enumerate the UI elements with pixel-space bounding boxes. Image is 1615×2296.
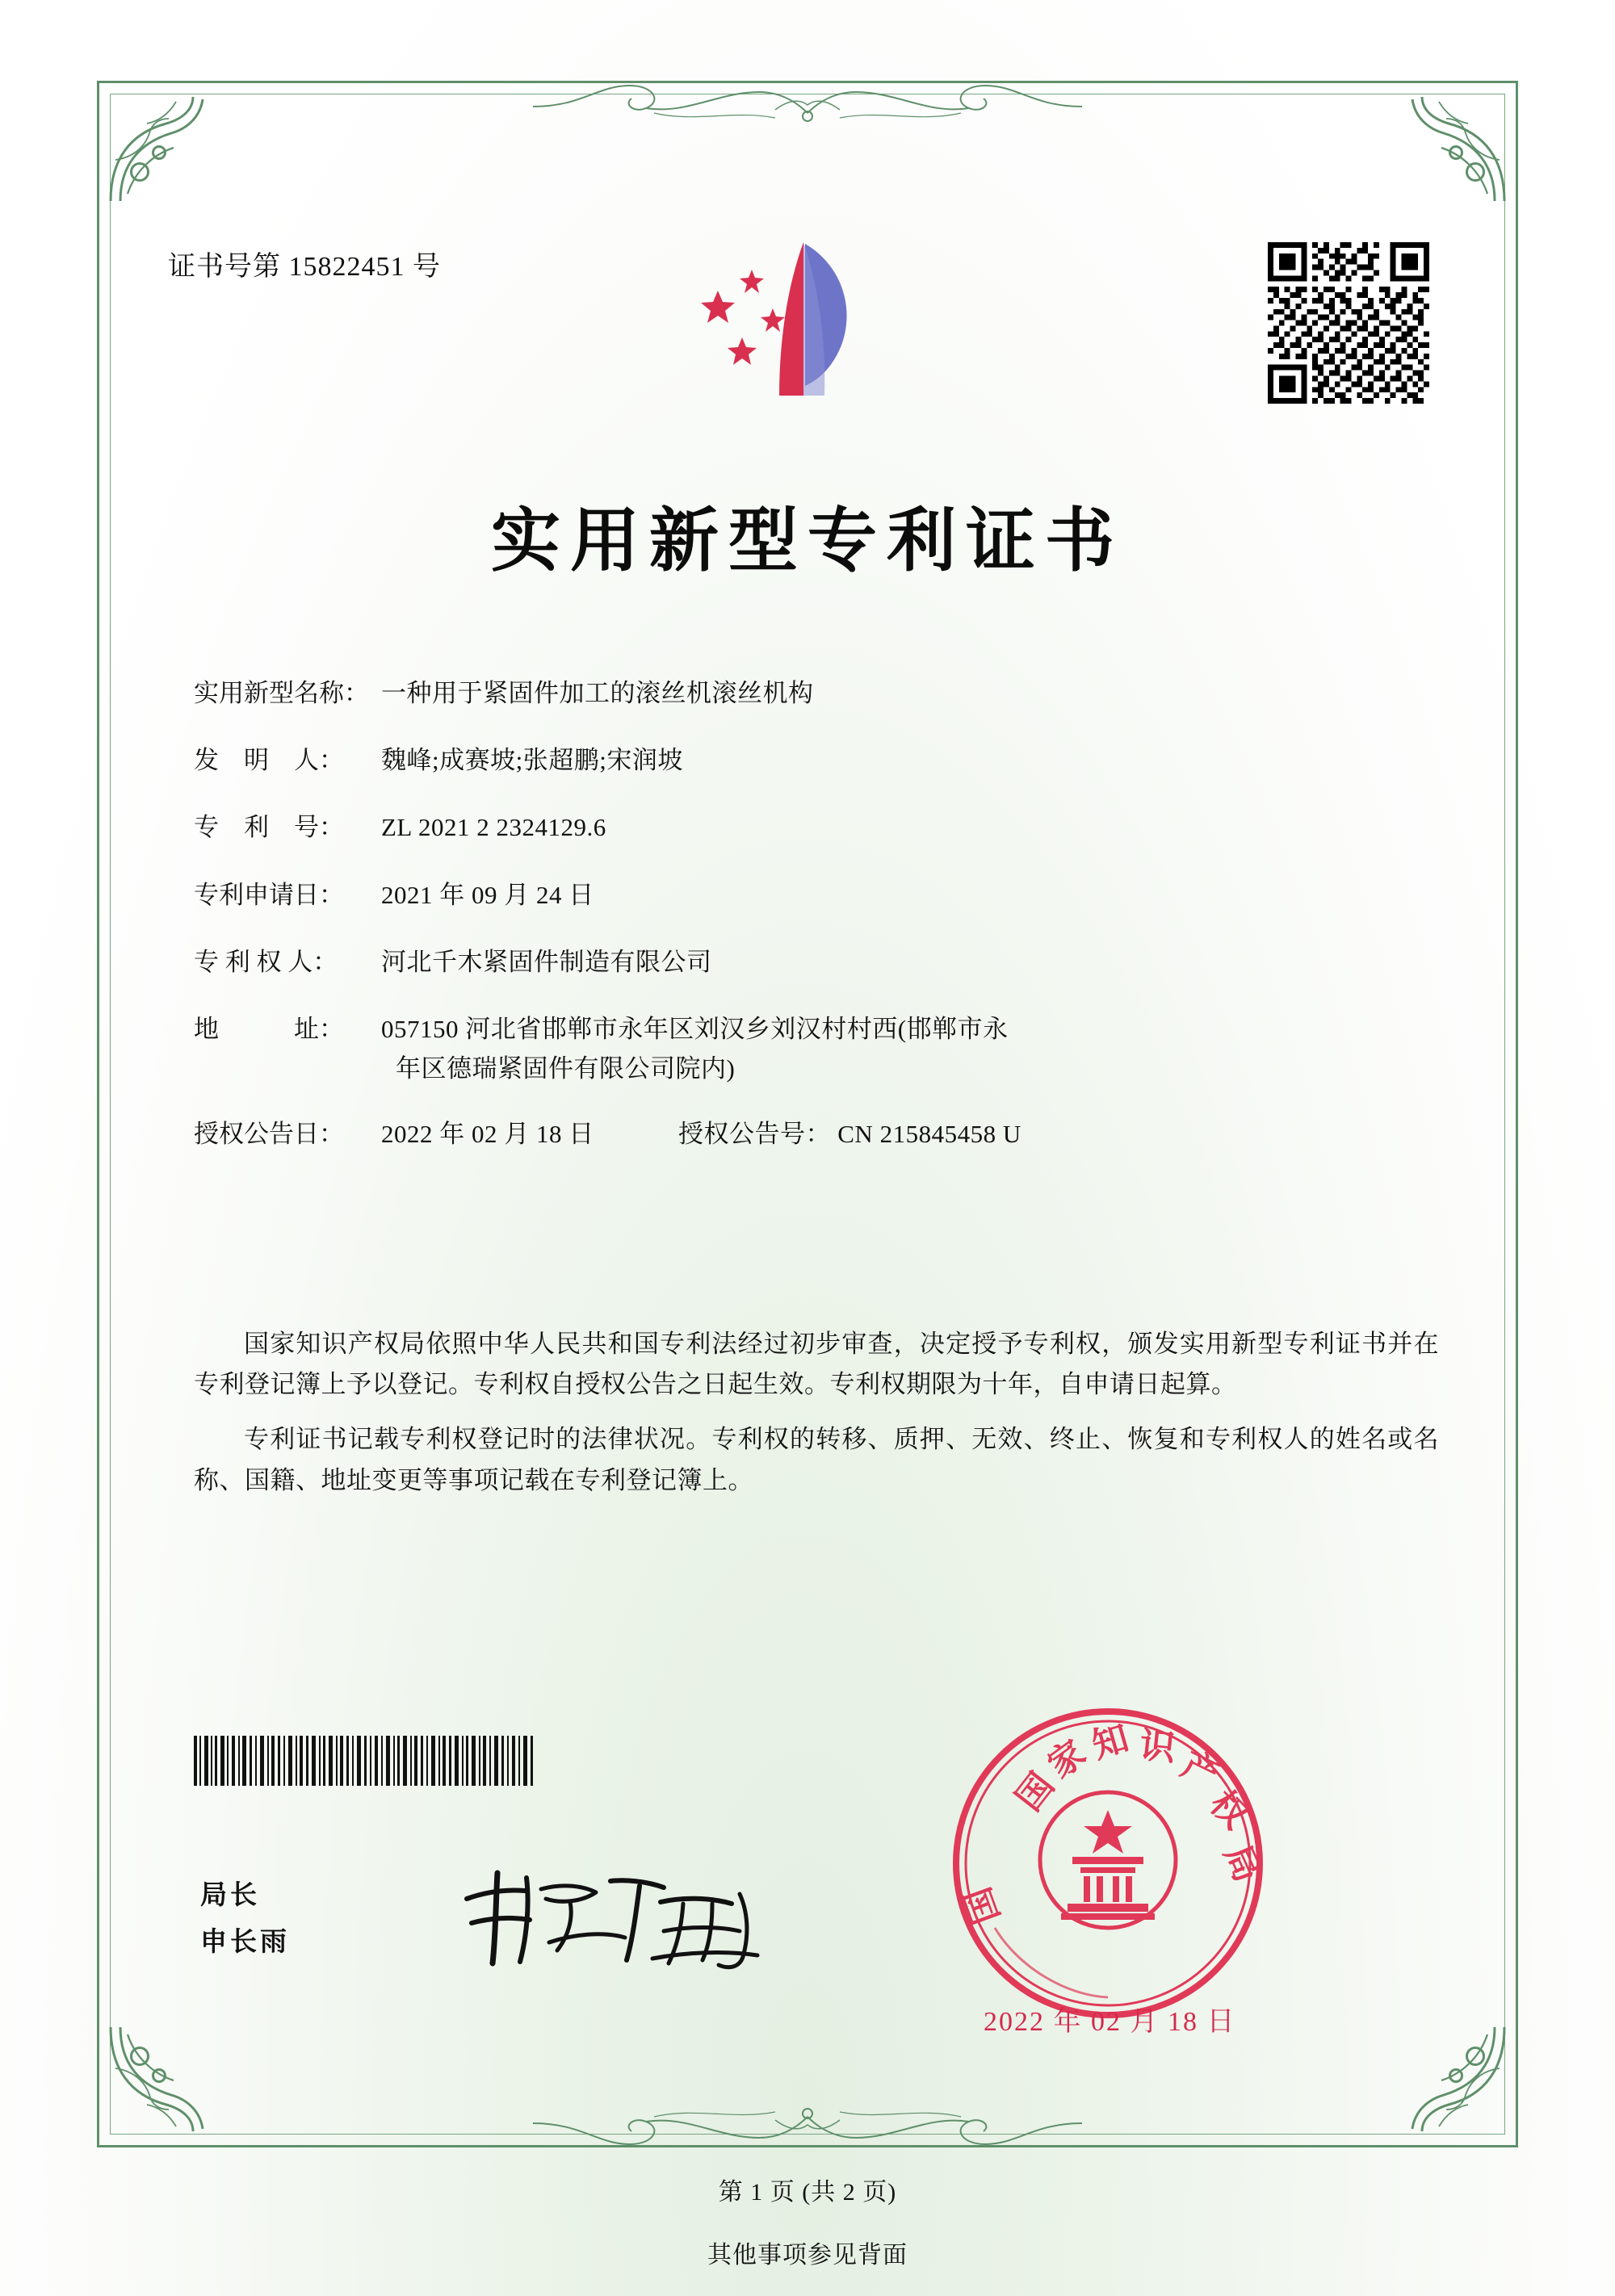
grant-date-label: 授权公告日： — [194, 1120, 344, 1149]
svg-text:识: 识 — [1137, 1725, 1177, 1769]
grant-date-value: 2022 年 02 月 18 日 — [381, 1120, 594, 1149]
paragraph-1: 国家知识产权局依照中华人民共和国专利法经过初步审查，决定授予专利权，颁发实用新型专利证书并在专利登记簿上予以登记。专利权自授权公告之日起生效。专利权期限为十年，自申请日起算。 — [194, 1330, 1439, 1399]
field-label: 专 利 权 人： — [194, 947, 338, 976]
svg-text:国: 国 — [1009, 1766, 1062, 1819]
barcode — [194, 1736, 614, 1786]
svg-text:局: 局 — [1216, 1839, 1268, 1888]
qr-code-icon — [1268, 242, 1429, 404]
footer-note: 其他事项参见背面 — [707, 2242, 908, 2269]
field-value: 2021 年 09 月 24 日 — [381, 880, 594, 909]
field-label: 地 址： — [194, 1014, 344, 1043]
cnipa-red-seal-icon — [946, 1702, 1269, 2025]
page-number: 第 1 页 (共 2 页) — [718, 2179, 897, 2206]
signature-block — [200, 1873, 290, 1967]
svg-text:权: 权 — [1202, 1783, 1256, 1837]
corner-ornament-icon — [103, 87, 224, 208]
field-value — [381, 1014, 1437, 1083]
director-signature-icon — [452, 1857, 791, 1978]
field-value: ZL 2021 2 2324129.6 — [381, 813, 606, 842]
corner-ornament-icon — [1391, 2020, 1512, 2141]
corner-ornament-icon — [1391, 87, 1512, 208]
grant-date-value-wrap — [381, 1119, 1437, 1149]
grant-number-value: CN 215845458 U — [837, 1120, 1021, 1149]
field-list — [194, 678, 1437, 1187]
svg-text:产: 产 — [1175, 1744, 1225, 1796]
address-line-1: 057150 河北省邯郸市永年区刘汉乡刘汉村村西(邯郸市永 — [381, 1014, 1009, 1043]
field-value: 魏峰;成赛坡;张超鹏;宋润坡 — [381, 746, 683, 775]
field-grant-announcement — [194, 1119, 1437, 1149]
page-title: 实用新型专利证书 — [491, 502, 1124, 580]
cnipa-logo-icon — [682, 234, 892, 412]
field-label: 发 明 人： — [194, 746, 344, 775]
field-address — [194, 1014, 1437, 1083]
field-label: 专 利 号： — [194, 813, 344, 842]
certificate-number: 证书号第 15822451 号 — [168, 252, 441, 282]
svg-text:国: 国 — [958, 1882, 1008, 1929]
svg-text:家: 家 — [1041, 1732, 1093, 1787]
field-patentee — [194, 947, 1437, 977]
legal-text — [194, 1324, 1439, 1515]
seal-date: 2022 年 02 月 18 日 — [984, 2007, 1236, 2037]
grant-number-label: 授权公告号： — [678, 1120, 831, 1149]
svg-text:知: 知 — [1088, 1718, 1134, 1766]
address-line-2: 年区德瑞紧固件有限公司院内) — [396, 1054, 736, 1083]
field-inventors — [194, 745, 1437, 775]
field-label: 专利申请日： — [194, 880, 344, 909]
field-application-date — [194, 880, 1437, 910]
bottom-ornament-icon — [533, 2096, 1082, 2152]
director-title: 局长 — [200, 1881, 260, 1910]
field-utility-model-name — [194, 678, 1437, 708]
paragraph-2: 专利证书记载专利权登记时的法律状况。专利权的转移、质押、无效、终止、恢复和专利权人的姓名或名称、国籍、地址变更等事项记载在专利登记簿上。 — [194, 1425, 1439, 1494]
director-name: 申长雨 — [200, 1927, 290, 1957]
top-ornament-icon — [533, 78, 1082, 134]
corner-ornament-icon — [103, 2020, 224, 2141]
field-value: 河北千木紧固件制造有限公司 — [381, 947, 712, 976]
field-value: 一种用于紧固件加工的滚丝机滚丝机构 — [381, 679, 814, 707]
field-patent-number — [194, 812, 1437, 842]
field-label: 实用新型名称： — [194, 679, 369, 707]
